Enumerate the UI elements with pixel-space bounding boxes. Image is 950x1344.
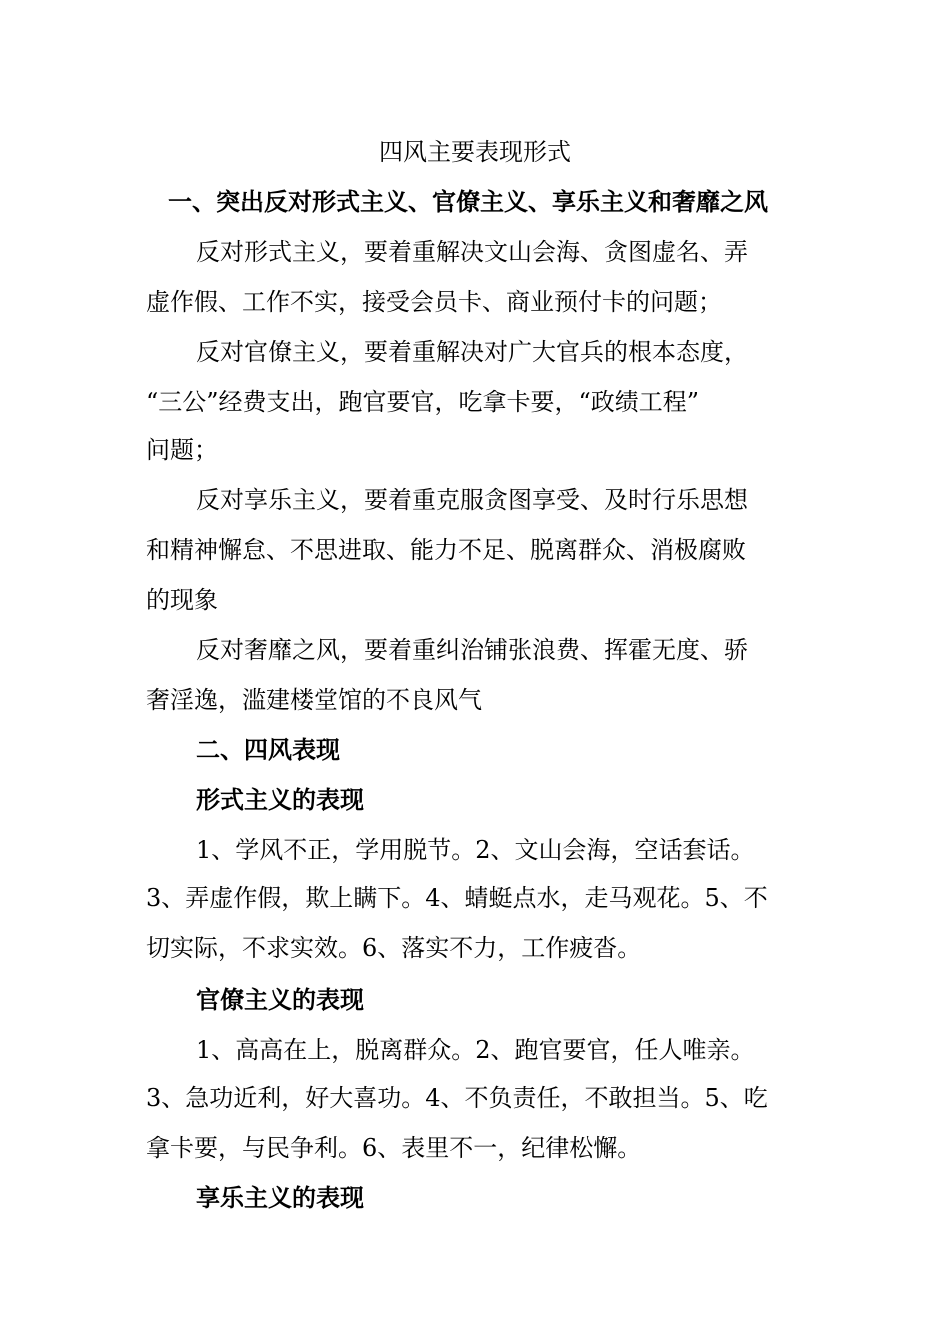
paragraph-line: 虚作假、工作不实，接受会员卡、商业预付卡的问题； [146,288,722,316]
paragraph-line: 反对官僚主义，要着重解决对广大官兵的根本态度， [196,338,748,366]
list-line: 3、急功近利，好大喜功。4、不负责任，不敢担当。5、吃 [146,1084,768,1112]
section2-heading: 二、四风表现 [196,736,340,764]
section1-heading: 一、突出反对形式主义、官僚主义、享乐主义和奢靡之风 [168,188,768,216]
list-line: 切实际，不求实效。6、落实不力，工作疲沓。 [146,934,642,962]
paragraph-line: 反对奢靡之风，要着重纠治铺张浪费、挥霍无度、骄 [196,636,748,664]
paragraph-line: 问题； [146,436,218,464]
list-line: 3、弄虚作假，欺上瞒下。4、蜻蜓点水，走马观花。5、不 [146,884,768,912]
document-title: 四风主要表现形式 [379,138,571,166]
list-line: 1、高高在上，脱离群众。2、跑官要官，任人唯亲。 [196,1036,755,1064]
hedonism-heading: 享乐主义的表现 [196,1184,364,1212]
list-line: 拿卡要，与民争利。6、表里不一，纪律松懈。 [146,1134,642,1162]
list-line: 1、学风不正，学用脱节。2、文山会海，空话套话。 [196,836,755,864]
paragraph-line: 的现象 [146,586,218,614]
bureaucratism-heading: 官僚主义的表现 [196,986,364,1014]
paragraph-line: 奢淫逸，滥建楼堂馆的不良风气 [146,686,482,714]
formalism-heading: 形式主义的表现 [196,786,364,814]
paragraph-line: “三公”经费支出，跑官要官，吃拿卡要，“政绩工程” [146,388,700,416]
paragraph-line: 反对形式主义，要着重解决文山会海、贪图虚名、弄 [196,238,748,266]
paragraph-line: 反对享乐主义，要着重克服贪图享受、及时行乐思想 [196,486,748,514]
paragraph-line: 和精神懈怠、不思进取、能力不足、脱离群众、消极腐败 [146,536,746,564]
